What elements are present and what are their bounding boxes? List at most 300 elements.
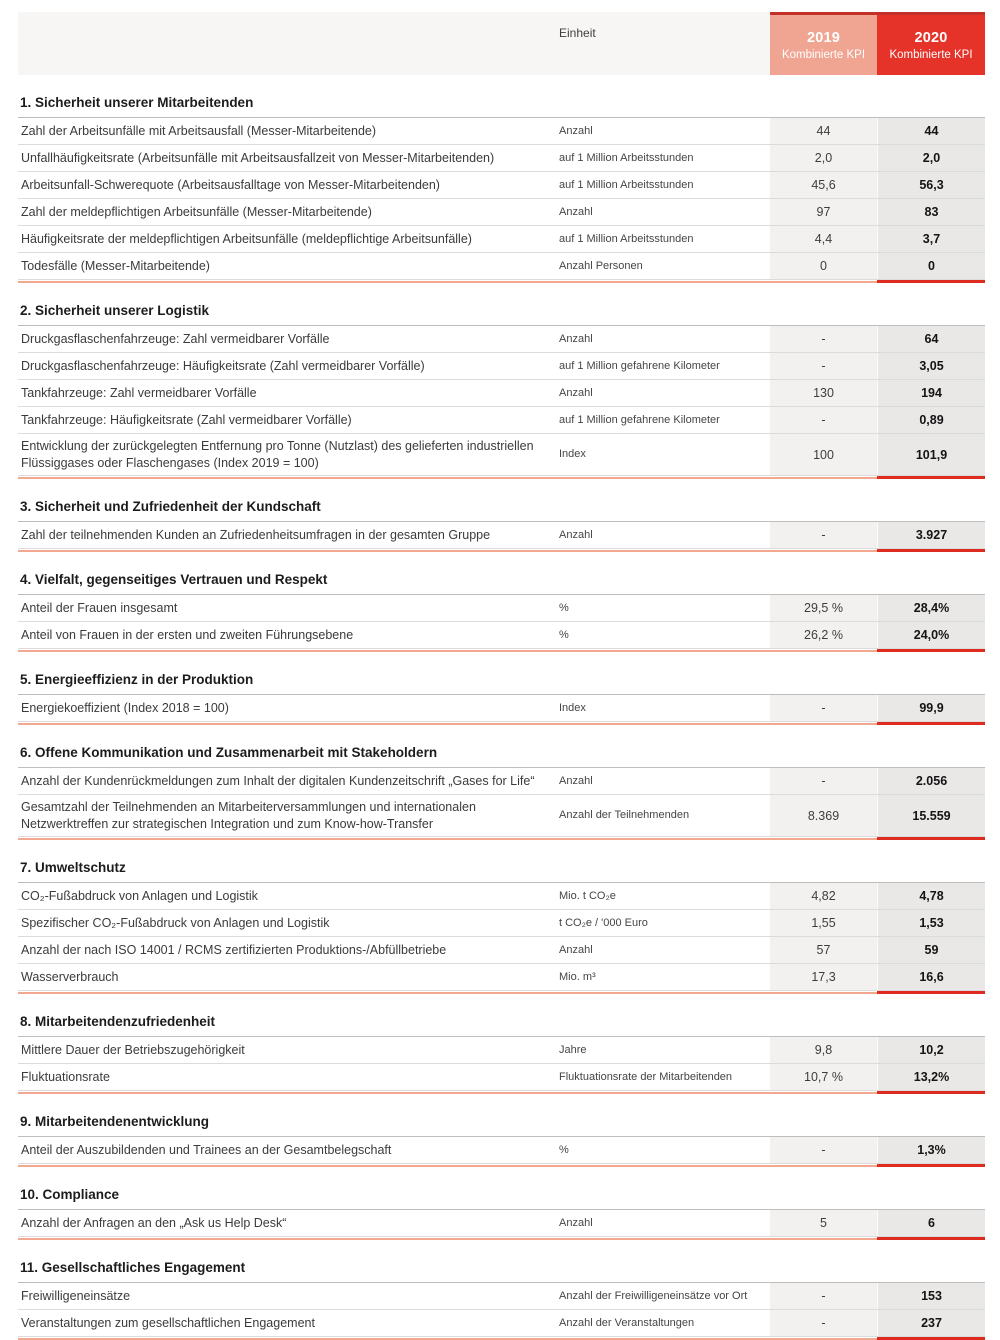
row-value-2019 (770, 1137, 877, 1163)
row-value-2019 (770, 199, 877, 225)
row-unit (557, 172, 770, 198)
row-value-2020-text: 2,0 (922, 151, 941, 165)
row-label (18, 883, 557, 909)
section-end-rule-salmon (18, 281, 877, 283)
section-end-rule-salmon (18, 550, 877, 552)
table-row (18, 199, 985, 226)
row-value-2020-text: 1,3% (917, 1143, 946, 1157)
row-unit (557, 1064, 770, 1090)
row-unit-text: Index (559, 701, 586, 714)
row-label (18, 964, 557, 990)
row-value-2020-text: 28,4% (913, 601, 950, 615)
section-end-rule-salmon (18, 1238, 877, 1240)
row-label (18, 1210, 557, 1236)
row-value-2019-text: 2,0 (814, 151, 833, 165)
row-unit-text: Anzahl (559, 332, 593, 345)
row-unit (557, 910, 770, 936)
section-title: 8. Mitarbeitendenzufriedenheit (18, 1006, 985, 1037)
row-unit (557, 595, 770, 621)
row-label-text: Tankfahrzeuge: Zahl vermeidbarer Vorfälle (21, 385, 257, 400)
row-label-text: Spezifischer CO₂-Fußabdruck von Anlagen und Logistik (21, 915, 330, 930)
row-unit-text: auf 1 Million gefahrene Kilometer (559, 359, 720, 372)
row-value-2020-text: 3,7 (922, 232, 941, 246)
row-value-2019 (770, 768, 877, 794)
row-value-2020 (877, 768, 985, 794)
row-unit (557, 145, 770, 171)
row-label (18, 253, 557, 279)
row-unit (557, 380, 770, 406)
row-value-2020-text: 56,3 (919, 178, 944, 192)
kpi-report-page (18, 12, 985, 1340)
row-value-2020-text: 2.056 (915, 774, 948, 788)
row-value-2019-text: 29,5 % (804, 601, 843, 615)
section (18, 1106, 985, 1167)
section-end-rule (18, 1164, 985, 1167)
row-label-text: Energiekoeffizient (Index 2018 = 100) (21, 700, 229, 715)
row-value-2019 (770, 353, 877, 379)
table-row (18, 172, 985, 199)
row-label (18, 118, 557, 144)
section-end-rule-salmon (18, 723, 877, 725)
row-label-text: Freiwilligeneinsätze (21, 1288, 131, 1303)
row-unit-text: Anzahl (559, 386, 593, 399)
row-unit-text: auf 1 Million gefahrene Kilometer (559, 413, 720, 426)
row-value-2020-text: 44 (924, 124, 939, 138)
row-value-2020 (877, 1210, 985, 1236)
row-value-2019 (770, 522, 877, 548)
row-label-text: Todesfälle (Messer-Mitarbeitende) (21, 258, 210, 273)
row-value-2019 (770, 326, 877, 352)
row-label (18, 199, 557, 225)
section-title: 4. Vielfalt, gegenseitiges Vertrauen und Respekt (18, 564, 985, 595)
section-end-rule-red (877, 549, 985, 552)
row-value-2020 (877, 937, 985, 963)
year-2019-sublabel: Kombinierte KPI (781, 48, 866, 61)
section-end-rule (18, 549, 985, 552)
row-value-2020 (877, 326, 985, 352)
row-label-text: Häufigkeitsrate der meldepflichtigen Arbeitsunfälle (meldepflichtige Arbeitsunfälle) (21, 231, 472, 246)
row-value-2019 (770, 1037, 877, 1063)
row-unit (557, 1310, 770, 1336)
section-end-rule (18, 1237, 985, 1240)
row-value-2020-text: 13,2% (913, 1070, 950, 1084)
table-row (18, 353, 985, 380)
section (18, 1006, 985, 1094)
table-row (18, 883, 985, 910)
row-value-2020 (877, 407, 985, 433)
row-unit-text: Anzahl der Veranstaltungen (559, 1316, 695, 1329)
row-label-text: Anzahl der Anfragen an den „Ask us Help Desk“ (21, 1215, 287, 1230)
row-value-2020 (877, 1283, 985, 1309)
row-value-2020-text: 99,9 (919, 701, 944, 715)
row-unit (557, 353, 770, 379)
row-unit (557, 407, 770, 433)
row-value-2019 (770, 1283, 877, 1309)
row-value-2019-text: - (821, 413, 826, 427)
section-end-rule-salmon (18, 650, 877, 652)
row-value-2019-text: 4,82 (811, 889, 836, 903)
section-end-rule (18, 280, 985, 283)
row-label-text: Anteil der Frauen insgesamt (21, 600, 178, 615)
row-unit-text: Anzahl (559, 943, 593, 956)
row-label-text: Tankfahrzeuge: Häufigkeitsrate (Zahl vermeidbarer Vorfälle) (21, 412, 352, 427)
row-unit (557, 622, 770, 648)
row-value-2019-text: - (821, 359, 826, 373)
row-unit-text: Anzahl (559, 124, 593, 137)
row-label (18, 1310, 557, 1336)
row-value-2019-text: 4,4 (814, 232, 833, 246)
row-value-2019 (770, 695, 877, 721)
row-value-2020 (877, 353, 985, 379)
row-label (18, 768, 557, 794)
section (18, 295, 985, 479)
row-label-text: Mittlere Dauer der Betriebszugehörigkeit (21, 1042, 245, 1057)
section-end-rule (18, 1091, 985, 1094)
row-unit-text: Anzahl (559, 528, 593, 541)
section-end-rule-red (877, 991, 985, 994)
row-value-2020-text: 3,05 (919, 359, 944, 373)
row-value-2020-text: 83 (924, 205, 939, 219)
row-value-2019-text: 44 (816, 124, 831, 138)
row-unit-text: Anzahl Personen (559, 259, 643, 272)
table-row (18, 622, 985, 649)
row-label-text: Zahl der meldepflichtigen Arbeitsunfälle (Messer-Mitarbeitende) (21, 204, 372, 219)
row-value-2019 (770, 1310, 877, 1336)
year-2019-label: 2019 (806, 29, 841, 46)
table-row (18, 1137, 985, 1164)
row-value-2020 (877, 380, 985, 406)
row-value-2019-text: 0 (820, 259, 827, 273)
section-title: 3. Sicherheit und Zufriedenheit der Kundschaft (18, 491, 985, 522)
row-value-2019 (770, 172, 877, 198)
table-header-row (18, 12, 985, 75)
row-value-2020-text: 194 (921, 386, 942, 400)
row-value-2020-text: 153 (921, 1289, 942, 1303)
table-row (18, 145, 985, 172)
row-value-2019-text: - (821, 1143, 826, 1157)
row-unit (557, 695, 770, 721)
row-value-2020 (877, 795, 985, 836)
row-value-2019 (770, 910, 877, 936)
section-end-rule-salmon (18, 477, 877, 479)
row-unit (557, 199, 770, 225)
row-label (18, 595, 557, 621)
row-label (18, 380, 557, 406)
row-label (18, 910, 557, 936)
row-unit (557, 1283, 770, 1309)
row-value-2019-text: 8.369 (807, 808, 840, 823)
row-value-2020-text: 64 (924, 332, 939, 346)
row-value-2020-text: 0,89 (919, 413, 944, 427)
row-value-2019-text: - (821, 1289, 826, 1303)
row-value-2020-text: 16,6 (919, 970, 944, 984)
row-unit-text: Anzahl (559, 1216, 593, 1229)
table-row (18, 380, 985, 407)
row-label-text: Anzahl der Kundenrückmeldungen zum Inhalt der digitalen Kundenzeitschrift „Gases for Life“ (21, 773, 535, 788)
row-unit (557, 522, 770, 548)
row-value-2019-text: 100 (813, 447, 834, 462)
row-label (18, 353, 557, 379)
row-value-2020 (877, 883, 985, 909)
table-row (18, 1064, 985, 1091)
row-value-2019 (770, 253, 877, 279)
row-unit-text: Jahre (559, 1043, 587, 1056)
row-value-2019 (770, 434, 877, 475)
table-row (18, 1310, 985, 1337)
row-value-2019-text: - (821, 1316, 826, 1330)
table-row (18, 1210, 985, 1237)
table-row (18, 595, 985, 622)
row-value-2019 (770, 964, 877, 990)
table-row (18, 434, 985, 476)
row-value-2020 (877, 1310, 985, 1336)
row-value-2019-text: 57 (816, 943, 831, 957)
section-end-rule (18, 649, 985, 652)
row-unit (557, 883, 770, 909)
row-label-text: Druckgasflaschenfahrzeuge: Zahl vermeidbarer Vorfälle (21, 331, 330, 346)
row-value-2019-text: - (821, 332, 826, 346)
row-unit-text: Mio. m³ (559, 970, 596, 983)
row-unit (557, 253, 770, 279)
row-value-2020 (877, 172, 985, 198)
row-value-2019 (770, 407, 877, 433)
section-end-rule-red (877, 1164, 985, 1167)
row-label (18, 622, 557, 648)
row-value-2020-text: 10,2 (919, 1043, 944, 1057)
section-end-rule-salmon (18, 992, 877, 994)
row-label (18, 407, 557, 433)
row-label-text: Druckgasflaschenfahrzeuge: Häufigkeitsrate (Zahl vermeidbarer Vorfälle) (21, 358, 425, 373)
table-row (18, 910, 985, 937)
section-end-rule-red (877, 1237, 985, 1240)
row-unit-text: Index (559, 448, 586, 461)
row-label (18, 172, 557, 198)
table-row (18, 407, 985, 434)
row-value-2019 (770, 118, 877, 144)
row-label (18, 522, 557, 548)
row-value-2020 (877, 199, 985, 225)
row-unit (557, 434, 770, 475)
row-unit-text: auf 1 Million Arbeitsstunden (559, 151, 694, 164)
table-row (18, 768, 985, 795)
row-value-2019 (770, 380, 877, 406)
table-row (18, 253, 985, 280)
row-value-2020 (877, 622, 985, 648)
row-label-text: Zahl der teilnehmenden Kunden an Zufriedenheitsumfragen in der gesamten Gruppe (21, 527, 491, 542)
section-end-rule-red (877, 476, 985, 479)
row-value-2020 (877, 226, 985, 252)
table-row (18, 1037, 985, 1064)
row-value-2020 (877, 1037, 985, 1063)
table-row (18, 226, 985, 253)
row-unit-text: % (559, 1143, 569, 1156)
section-title: 10. Compliance (18, 1179, 985, 1210)
row-value-2020-text: 24,0% (913, 628, 950, 642)
row-value-2019-text: 26,2 % (804, 628, 843, 642)
row-label (18, 795, 557, 836)
table-row (18, 937, 985, 964)
row-value-2019 (770, 1210, 877, 1236)
table-row (18, 118, 985, 145)
row-value-2020 (877, 1064, 985, 1090)
unit-column-header: Einheit (559, 26, 596, 40)
row-unit (557, 1210, 770, 1236)
row-value-2020 (877, 522, 985, 548)
row-value-2020 (877, 118, 985, 144)
section-title: 5. Energieeffizienz in der Produktion (18, 664, 985, 695)
year-2020-sublabel: Kombinierte KPI (889, 48, 973, 61)
row-value-2020 (877, 145, 985, 171)
row-value-2019 (770, 795, 877, 836)
row-value-2019 (770, 595, 877, 621)
row-value-2020-text: 1,53 (919, 916, 944, 930)
row-label (18, 1283, 557, 1309)
row-unit-text: Anzahl der Teilnehmenden (559, 809, 690, 822)
row-value-2020 (877, 253, 985, 279)
row-unit (557, 1137, 770, 1163)
row-unit-text: % (559, 628, 569, 641)
row-value-2019-text: - (821, 528, 826, 542)
row-value-2020-text: 59 (924, 943, 939, 957)
section (18, 564, 985, 652)
section (18, 87, 985, 283)
row-value-2019-text: - (821, 701, 826, 715)
row-unit-text: Anzahl (559, 774, 593, 787)
row-label-text: Entwicklung der zurückgelegten Entfernung pro Tonne (Nutzlast) des gelieferten industriellen Flüssiggases oder Flaschengases (Index 2019 = 100) (21, 439, 534, 470)
row-value-2020 (877, 695, 985, 721)
section-end-rule-red (877, 837, 985, 840)
section-title: 1. Sicherheit unserer Mitarbeitenden (18, 87, 985, 118)
section-title: 9. Mitarbeitendenentwicklung (18, 1106, 985, 1137)
row-unit-text: Anzahl der Freiwilligeneinsätze vor Ort (559, 1289, 748, 1302)
row-label-text: CO₂-Fußabdruck von Anlagen und Logistik (21, 888, 258, 903)
row-value-2020-text: 3.927 (915, 528, 948, 542)
table-row (18, 964, 985, 991)
row-label-text: Arbeitsunfall-Schwerequote (Arbeitsausfalltage von Messer-Mitarbeitenden) (21, 177, 440, 192)
row-unit-text: Anzahl (559, 205, 593, 218)
row-value-2020-text: 0 (928, 259, 935, 273)
section-title: 11. Gesellschaftliches Engagement (18, 1252, 985, 1283)
row-label (18, 326, 557, 352)
row-value-2019 (770, 226, 877, 252)
row-value-2020-text: 4,78 (919, 889, 944, 903)
row-unit-text: t CO₂e / '000 Euro (559, 916, 648, 929)
table-row (18, 795, 985, 837)
row-value-2020-text: 15.559 (912, 808, 951, 823)
section-end-rule-salmon (18, 838, 877, 840)
row-value-2019 (770, 622, 877, 648)
row-unit (557, 1037, 770, 1063)
row-value-2019 (770, 145, 877, 171)
row-value-2020 (877, 1137, 985, 1163)
row-unit-text: auf 1 Million Arbeitsstunden (559, 178, 694, 191)
row-value-2020 (877, 595, 985, 621)
row-unit-text: Fluktuationsrate der Mitarbeitenden (559, 1070, 733, 1083)
section-end-rule-red (877, 1091, 985, 1094)
row-label-text: Gesamtzahl der Teilnehmenden an Mitarbeiterversammlungen und internationalen Netzwerktreffen zur strategischen Integration und zum Know-how-Transfer (21, 800, 476, 831)
row-label-text: Anteil von Frauen in der ersten und zweiten Führungsebene (21, 627, 354, 642)
row-value-2019 (770, 1064, 877, 1090)
row-value-2020 (877, 434, 985, 475)
table-row (18, 522, 985, 549)
row-label-text: Anzahl der nach ISO 14001 / RCMS zertifizierten Produktions-/Abfüllbetriebe (21, 942, 447, 957)
section-title: 2. Sicherheit unserer Logistik (18, 295, 985, 326)
column-header-2020 (877, 12, 985, 75)
row-label (18, 1137, 557, 1163)
row-value-2020 (877, 964, 985, 990)
row-label (18, 434, 557, 475)
table-row (18, 695, 985, 722)
section-end-rule-red (877, 280, 985, 283)
row-unit-text: % (559, 601, 569, 614)
row-label (18, 937, 557, 963)
row-value-2019-text: - (821, 774, 826, 788)
row-value-2019-text: 10,7 % (804, 1070, 843, 1084)
row-value-2020 (877, 910, 985, 936)
section-end-rule (18, 722, 985, 725)
row-label (18, 145, 557, 171)
section-end-rule-salmon (18, 1165, 877, 1167)
row-value-2019 (770, 937, 877, 963)
row-unit (557, 768, 770, 794)
row-value-2019-text: 5 (820, 1216, 827, 1230)
row-unit (557, 118, 770, 144)
row-label-text: Unfallhäufigkeitsrate (Arbeitsunfälle mit Arbeitsausfallzeit von Messer-Mitarbeitenden) (21, 150, 495, 165)
row-value-2019-text: 130 (813, 386, 834, 400)
row-unit (557, 226, 770, 252)
row-unit (557, 964, 770, 990)
row-value-2019-text: 9,8 (814, 1043, 833, 1057)
row-label (18, 1037, 557, 1063)
row-unit (557, 326, 770, 352)
row-label-text: Veranstaltungen zum gesellschaftlichen Engagement (21, 1315, 315, 1330)
row-unit (557, 937, 770, 963)
row-value-2020-text: 101,9 (915, 447, 948, 462)
section (18, 737, 985, 840)
row-label-text: Anteil der Auszubildenden und Trainees an der Gesamtbelegschaft (21, 1142, 392, 1157)
row-unit-text: auf 1 Million Arbeitsstunden (559, 232, 694, 245)
year-2020-label: 2020 (914, 29, 948, 46)
row-label-text: Fluktuationsrate (21, 1069, 110, 1084)
kpi-table-sections (18, 87, 985, 1340)
table-header-left (18, 12, 770, 75)
section-end-rule-red (877, 722, 985, 725)
section-end-rule (18, 837, 985, 840)
section (18, 664, 985, 725)
row-label-text: Zahl der Arbeitsunfälle mit Arbeitsausfall (Messer-Mitarbeitende) (21, 123, 377, 138)
table-row (18, 1283, 985, 1310)
row-value-2020-text: 6 (928, 1216, 935, 1230)
row-value-2019-text: 1,55 (811, 916, 836, 930)
row-value-2019-text: 97 (816, 205, 831, 219)
section-end-rule-salmon (18, 1092, 877, 1094)
section-end-rule (18, 991, 985, 994)
row-label-text: Wasserverbrauch (21, 969, 119, 984)
table-row (18, 326, 985, 353)
row-label (18, 1064, 557, 1090)
section-end-rule (18, 476, 985, 479)
section (18, 852, 985, 994)
row-unit-text: Mio. t CO₂e (559, 889, 616, 902)
row-value-2019-text: 17,3 (811, 970, 836, 984)
row-label (18, 695, 557, 721)
row-value-2020-text: 237 (921, 1316, 942, 1330)
section (18, 1252, 985, 1340)
section (18, 491, 985, 552)
section-title: 7. Umweltschutz (18, 852, 985, 883)
row-unit (557, 795, 770, 836)
column-header-2019 (770, 12, 877, 75)
